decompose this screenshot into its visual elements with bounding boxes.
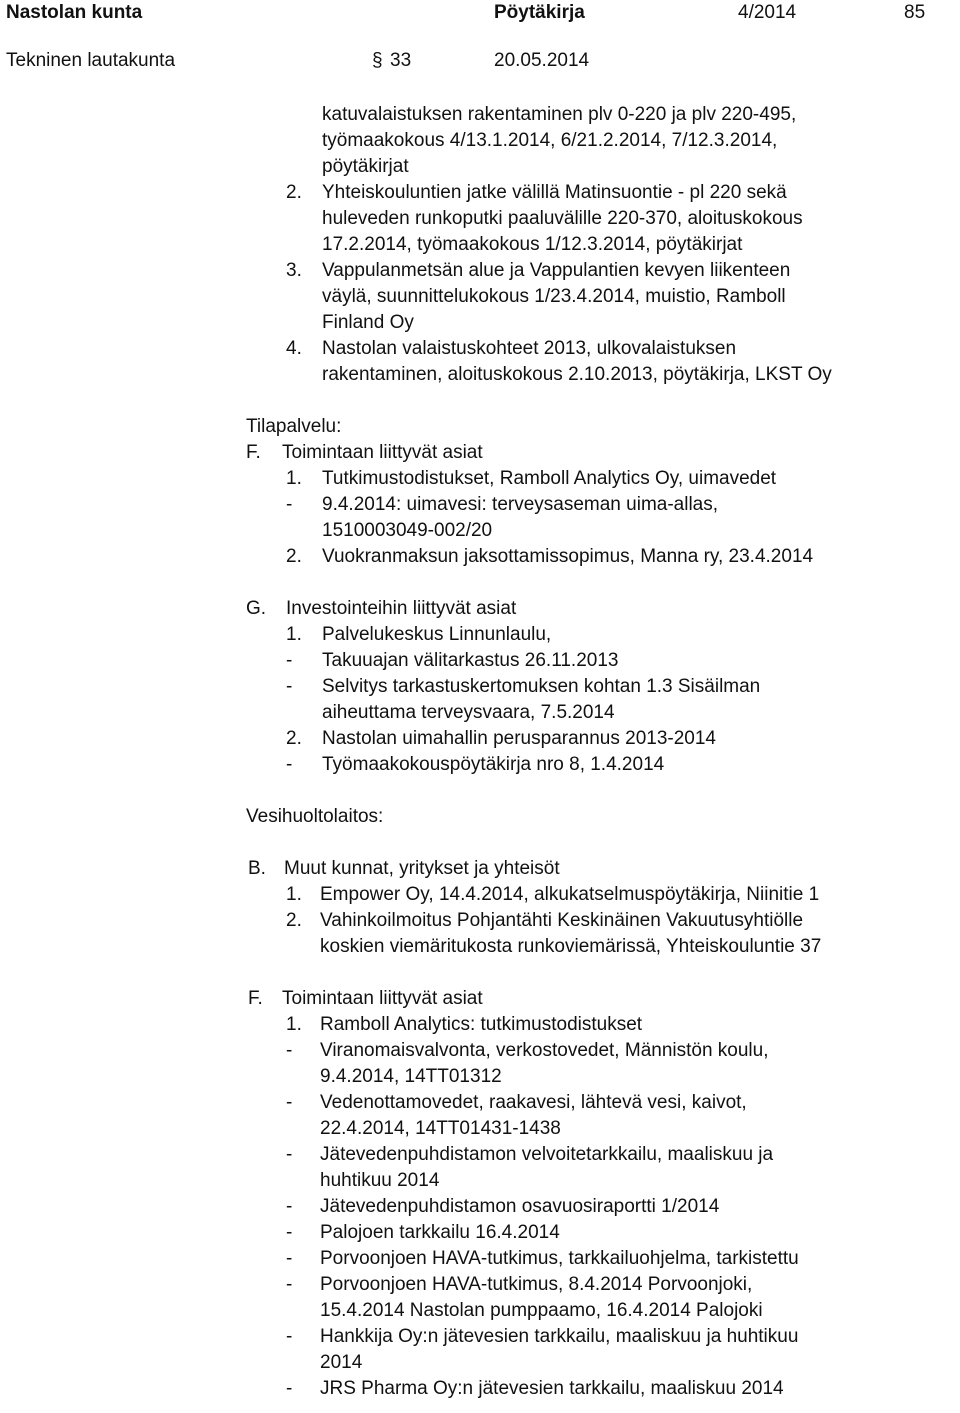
list-item: 15.4.2014 Nastolan pumppaamo, 16.4.2014 Palojoki bbox=[320, 1300, 763, 1321]
list-item: - Takuuajan välitarkastus 26.11.2013 bbox=[0, 648, 960, 674]
list-item: Finland Oy bbox=[322, 312, 414, 333]
item-number: 4. bbox=[286, 338, 302, 359]
section-heading: Tilapalvelu: bbox=[246, 416, 342, 437]
item-number: 2. bbox=[286, 546, 302, 567]
doc-number: 4/2014 bbox=[738, 2, 797, 23]
list-item: - Viranomaisvalvonta, verkostovedet, Männistön koulu, bbox=[0, 1038, 960, 1064]
document-body bbox=[0, 102, 960, 1402]
list-item: 3. Vappulanmetsän alue ja Vappulantien kevyen liikenteen bbox=[0, 258, 960, 284]
list-item: pöytäkirjat bbox=[322, 156, 409, 177]
item-number: 1. bbox=[286, 1014, 302, 1035]
page-header bbox=[0, 0, 960, 74]
dash: - bbox=[286, 754, 293, 775]
list-item: 1510003049-002/20 bbox=[322, 520, 493, 541]
list-item: - Palojoen tarkkailu 16.4.2014 bbox=[0, 1220, 960, 1246]
list-item: 17.2.2014, työmaakokous 1/12.3.2014, pöytäkirjat bbox=[322, 234, 743, 255]
subsection-heading: F. Toimintaan liittyvät asiat bbox=[248, 988, 483, 1009]
item-number: 1. bbox=[286, 624, 302, 645]
list-item: - Vedenottamovedet, raakavesi, lähtevä vesi, kaivot, bbox=[0, 1090, 960, 1116]
list-item: - Jätevedenpuhdistamon velvoitetarkkailu, maaliskuu ja bbox=[0, 1142, 960, 1168]
item-number: 1. bbox=[286, 468, 302, 489]
list-item: katuvalaistuksen rakentaminen plv 0-220 ja plv 220-495, bbox=[322, 104, 797, 125]
page-number: 85 bbox=[904, 2, 926, 23]
list-item: 1. Tutkimustodistukset, Ramboll Analytics Oy, uimavedet bbox=[0, 466, 960, 492]
list-item: aiheuttama terveysvaara, 7.5.2014 bbox=[322, 702, 615, 723]
dash: - bbox=[286, 1196, 293, 1217]
list-item: 2014 bbox=[320, 1352, 363, 1373]
org-name: Nastolan kunta bbox=[6, 2, 143, 23]
list-item: - Selvitys tarkastuskertomuksen kohtan 1.3 Sisäilman bbox=[0, 674, 960, 700]
list-item: 2. Nastolan uimahallin perusparannus 2013-2014 bbox=[0, 726, 960, 752]
list-item: huhtikuu 2014 bbox=[320, 1170, 440, 1191]
dash: - bbox=[286, 1040, 293, 1061]
dash: - bbox=[286, 1092, 293, 1113]
subsection-heading: F. Toimintaan liittyvät asiat bbox=[246, 442, 483, 463]
list-item: 22.4.2014, 14TT01431-1438 bbox=[320, 1118, 561, 1139]
list-item: 2. Vuokranmaksun jaksottamissopimus, Manna ry, 23.4.2014 bbox=[0, 544, 960, 570]
dash: - bbox=[286, 650, 293, 671]
list-item: 1. Palvelukeskus Linnunlaulu, bbox=[0, 622, 960, 648]
meeting-date: 20.05.2014 bbox=[494, 50, 590, 71]
list-item: - Työmaakokouspöytäkirja nro 8, 1.4.2014 bbox=[0, 752, 960, 778]
list-item: 1. Empower Oy, 14.4.2014, alkukatselmuspöytäkirja, Niinitie 1 bbox=[0, 882, 960, 908]
dash: - bbox=[286, 1248, 293, 1269]
list-item: 2. Vahinkoilmoitus Pohjantähti Keskinäinen Vakuutusyhtiölle bbox=[0, 908, 960, 934]
list-item: - JRS Pharma Oy:n jätevesien tarkkailu, maaliskuu 2014 bbox=[0, 1376, 960, 1402]
section-mark: § bbox=[372, 50, 383, 71]
item-number: 1. bbox=[286, 884, 302, 905]
list-item: työmaakokous 4/13.1.2014, 6/21.2.2014, 7/12.3.2014, bbox=[322, 130, 778, 151]
list-item: rakentaminen, aloituskokous 2.10.2013, pöytäkirja, LKST Oy bbox=[322, 364, 832, 385]
subsection-heading: G. Investointeihin liittyvät asiat bbox=[246, 598, 517, 619]
dash: - bbox=[286, 1274, 293, 1295]
section-number: 33 bbox=[390, 50, 412, 71]
committee-name: Tekninen lautakunta bbox=[6, 50, 176, 71]
list-item: väylä, suunnittelukokous 1/23.4.2014, muistio, Ramboll bbox=[322, 286, 786, 307]
list-item: 2. Yhteiskouluntien jatke välillä Matinsuontie - pl 220 sekä bbox=[0, 180, 960, 206]
list-item: - Porvoonjoen HAVA-tutkimus, 8.4.2014 Porvoonjoki, bbox=[0, 1272, 960, 1298]
dash: - bbox=[286, 494, 293, 515]
item-number: 2. bbox=[286, 182, 302, 203]
dash: - bbox=[286, 1144, 293, 1165]
item-number: 2. bbox=[286, 910, 302, 931]
dash: - bbox=[286, 1222, 293, 1243]
item-number: 3. bbox=[286, 260, 302, 281]
list-item: 9.4.2014, 14TT01312 bbox=[320, 1066, 502, 1087]
dash: - bbox=[286, 1326, 293, 1347]
list-item: huleveden runkoputki paaluvälille 220-370, aloituskokous bbox=[322, 208, 803, 229]
list-item: - Hankkija Oy:n jätevesien tarkkailu, maaliskuu ja huhtikuu bbox=[0, 1324, 960, 1350]
doc-type: Pöytäkirja bbox=[494, 2, 585, 23]
section-heading: Vesihuoltolaitos: bbox=[246, 806, 384, 827]
dash: - bbox=[286, 1378, 293, 1399]
list-item: - Jätevedenpuhdistamon osavuosiraportti 1/2014 bbox=[0, 1194, 960, 1220]
list-item: 1. Ramboll Analytics: tutkimustodistukset bbox=[0, 1012, 960, 1038]
dash: - bbox=[286, 676, 293, 697]
list-item: 4. Nastolan valaistuskohteet 2013, ulkovalaistuksen bbox=[0, 336, 960, 362]
list-item: - Porvoonjoen HAVA-tutkimus, tarkkailuohjelma, tarkistettu bbox=[0, 1246, 960, 1272]
list-item: - 9.4.2014: uimavesi: terveysaseman uima-allas, bbox=[0, 492, 960, 518]
subsection-heading: B. Muut kunnat, yritykset ja yhteisöt bbox=[248, 858, 560, 879]
item-number: 2. bbox=[286, 728, 302, 749]
list-item: koskien viemäritukosta runkoviemärissä, Yhteiskouluntie 37 bbox=[320, 936, 822, 957]
